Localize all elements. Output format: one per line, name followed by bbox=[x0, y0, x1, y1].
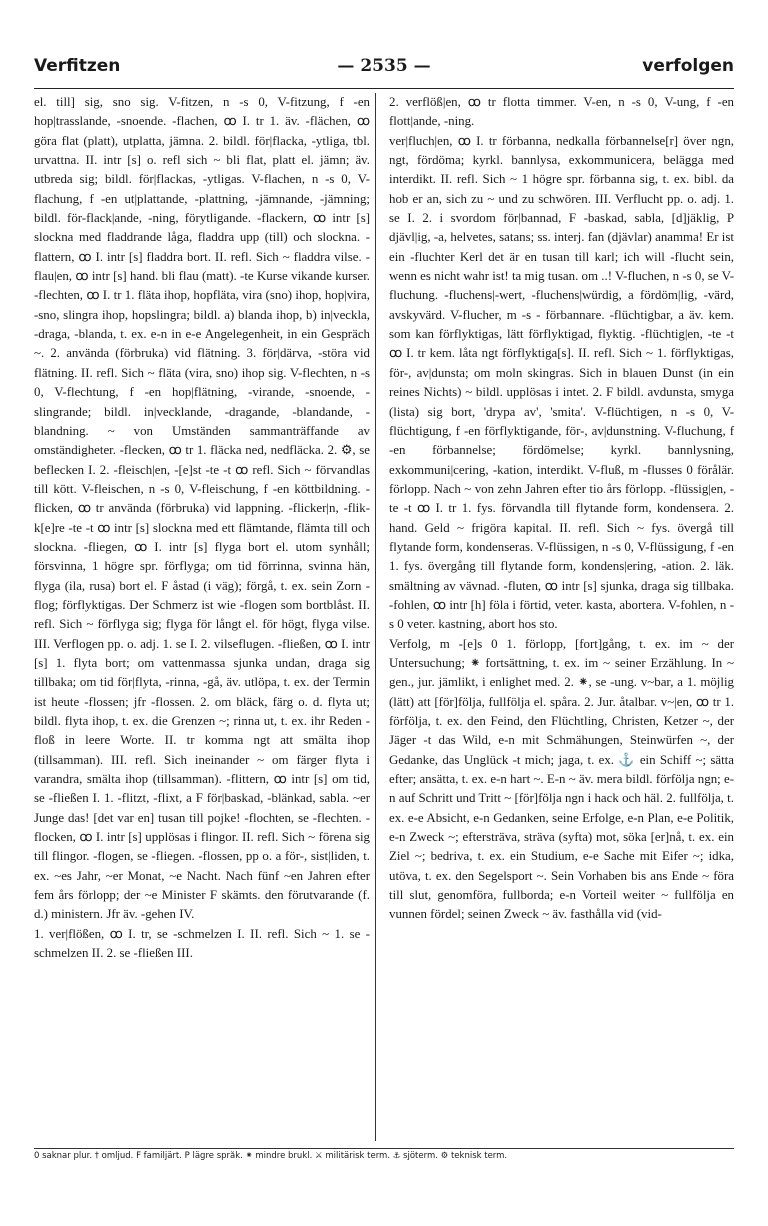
entry-block: el. till] sig, sno sig. V-fitzen, n -s 0, V-fitzung, f -en hop|trasslande, -snoende. -flachen, ꝏ I. tr 1. äv. -flächen, ꝏ göra flat (platt), utplatta, jämna. 2. bildl. för|flacka, -ytliga, tbl. urvattna. II. intr [s] o. refl sich ~ bli flat, platt el. jämn; äv. utbreda sig; bildl. för|flackas, -ytligas. V-flachen, n -s 0, V-flachung, f -en ut|plattande, -plattning, -jämnande, -jämning; bildl. för-flack|ande, -ning, förytligande. -flackern, ꝏ intr [s] slockna med fladdrande låga, fladdra upp (till) och slockna. -flattern, ꝏ I. intr [s] fladdra bort. II. refl. Sich ~ fladdra vilse. -flau|en, ꝏ intr [s] hand. bli flau (matt). -te Kurse vikande kurser. -flechten, ꝏ I. tr 1. fläta ihop, hopfläta, vira (sno) ihop, hop|vira, -sno, slingra ihop, hopslingra; bildl. a) blanda ihop, b) in|veckla, -draga, -blanda, t. ex. e-n in e-e Angelegenheit, in ein Gespräch ~. 2. använda (förbruka) vid flätning. 3. för|därva, -störa vid flätning. II. refl. Sich ~ fläta (vira, sno) ihop sig. V-flechten, n -s 0, V-flechtung, f -en hop|flätning, -virande, -snoende, -slingrande; bildl. in|vecklande, -dragande, -blandande, -blandning. ~ von Umständen sammanträffande av omständigheter. -flecken, ꝏ tr 1. fläcka ned, nedfläcka. 2. ⚙, se beflecken I. 2. -fleisch|en, -[e]st -te -t ꝏ refl. Sich ~ förvandlas till kött. V-fleischen, n -s 0, V-fleischung, f -en köttbildning. -flicken, ꝏ tr använda (förbruka) vid lappning. -flicker|n, -flik-k[e]re -te -t ꝏ intr [s] slockna med ett flämtande, flämta till och slockna. -fliegen, ꝏ I. intr [s] flyga bort el. utom synhåll; försvinna, 1 högre spr. förflyga; om tid förrinna, svinna hän, flyga (ila, rusa) bort el. F åstad (i väg); förgå, t. ex. sein Zorn -flog; förflyktigas. Der Schmerz ist wie -flogen som bortblåst. II. refl. Sich ~ förflyga sig; flyga för långt el. för högt, flyga vilse. III. Verflogen pp. o. adj. 1. se I. 2. vilseflugen. -fließen, ꝏ I. intr [s] 1. flyta bort; om vattenmassa sjunka undan, draga sig tillbaka; om tid för|flyta, -rinna, -gå, äv. utlöpa, t. ex. der Termin ist heute -flossen; jfr -flossen. 2. om bläck, färg o. d. flyta ut; bildl. flyta ihop, t. ex. die Grenzen ~; rinna ut, t. ex. ihr Reden -floß in leere Worte. II. tr komma ngt att smälta ihop (tillsamman). III. refl. Sich ineinander ~ om färger flyta i varandra, smälta ihop (tillsamman). -flittern, ꝏ intr [s] om tid, se -fließen I. 1. -flitzt, -flixt, a F för|baskad, -blänkad, sabla. ~er Junge das! [det var en] tusan till pojke! -flochten, se -flechten. -flocken, ꝏ I. intr [s] upplösas i flingor. II. refl. Sich ~ förena sig till flingor. -flogen, se -fliegen. -flossen, pp o. a för-, sist|liden, t. ex. ~es Jahr, ~er Monat, ~e Nacht. Nach fünf ~en Jahren efter fem års förlopp; der ~e Minister F skämts. den förutvarande (f. d.) ministern. Jfr äv. -gehen IV. bbox=[34, 95, 370, 922]
footer-rule bbox=[34, 1148, 734, 1149]
entry-block: Verfolg, m -[e]s 0 1. förlopp, [fort]gång, t. ex. im ~ der Untersuchung; ⁕ fortsättning, t. ex. im ~ seiner Erzählung. In ~ gen., jur. jämlikt, i enlighet med. 2. ⁕, se -ung. v~bar, a 1. möjlig (lätt) att [för]följa, fullfölja el. spåra. 2. Jur. åtalbar. v~|en, ꝏ tr 1. förfölja, t. ex. den Feind, den Flüchtling, Christen, Ketzer ~, der Jäger -t das Wild, e-n mit Schmähungen, Steinwürfen ~, der Gedanke, das Unglück -t mich; jaga, t. ex. ⚓ ein Schiff ~; sätta efter; ansätta, t. ex. e-n hart ~. E-n ~ äv. mera bildl. förfölja ngn; e-n auf Schritt und Tritt ~ [för]följa ngn i hack och häl. 2. fullfölja, t. ex. e-e Absicht, e-n Gedanken, seine Erfolge, e-n Plan, e-e Politik, e-n Zweck ~; eftersträva, sträva (syfta) mot, söka [er]nå, t. ex. ein Ziel ~; bedriva, t. ex. ein Studium, e-e Sache mit Eifer ~; idka, utöva, t. ex. den Segelsport ~. Sein Vorhaben bis ans Ende ~ föra till slut, genomföra, fullborda; e-n Vorteil weiter ~ fullfölja en vunnen fördel; seinen Zweck ~ äv. fasthålla vid (vid- bbox=[389, 636, 734, 922]
column-divider bbox=[375, 93, 376, 1141]
abbreviation-legend: 0 saknar plur. † omljud. F familjärt. P lägre språk. ⁕ mindre brukl. ⚔ militärisk term. ⚓ sjöterm. ⚙ teknisk term. bbox=[34, 1151, 508, 1161]
running-headword-first: Verfitzen bbox=[34, 56, 121, 76]
header-rule bbox=[34, 88, 734, 89]
entry-block: 2. verflöß|en, ꝏ tr flotta timmer. V-en, n -s 0, V-ung, f -en flott|ande, -ning. bbox=[389, 95, 734, 129]
entry-block: 1. ver|flößen, ꝏ I. tr, se -schmelzen I. II. refl. Sich ~ 1. se -schmelzen II. 2. se -fließen III. bbox=[34, 926, 370, 961]
right-column bbox=[389, 93, 734, 1141]
left-column bbox=[34, 93, 370, 1141]
page-number: — 2535 — bbox=[337, 56, 431, 76]
page-header bbox=[34, 52, 734, 86]
entry-block: ver|fluch|en, ꝏ I. tr förbanna, nedkalla förbannelse[r] över ngn, ngt, fördöma; kyrkl. bannlysa, exkommunicera, belägga med interdikt. II. refl. Sich ~ 1 högre spr. förbanna sig, t. ex. bibl. da hob er an, sich zu ~ und zu schwören. III. Verflucht pp. o. adj. 1. se I. 2. i svordom för|bannad, F -baskad, sabla, [d]jäklig, P djävl|ig, -a, helvetes, satans; ss. interj. fan (djävlar) anamma! Er ist ein -fluchter Kerl det är en tusan till karl; ich will -flucht sein, wenn es nicht wahr ist! ta mig tusan. om ..! V-fluchen, n -s 0, se V-fluchung. -fluchens|-wert, -fluchens|würdig, a fördöm|lig, -värd, avskyvärd. V-flucher, m -s - förbannare. -flüchtigbar, a äv. kem. som kan förflyktigas, lätt förflyktigad, flyktig. -flüchtig|en, -te -t ꝏ I. tr kem. låta ngt förflyktiga[s]. II. refl. Sich ~ 1. förflyktigas, för-, av|dunsta; om moln skingras. Sich in blauen Dunst (in ein reines Nichts) ~ bildl. upplösas i intet. 2. F bildl. avdunsta, smyga (lista) sig bort, 'drypa av', 'smita'. V-flüchtigen, n -s 0, V-flüchtigung, f -en förflyktigande, för-, av|dunstning. V-fluchung, f -en förbannelse; fördömelse; kyrkl. bannlysning, exkommuni|cering, -kation, interdikt. V-fluß, m -flusses 0 förålär. förlopp. Nach ~ von zehn Jahren efter tio års förlopp. -flüssig|en, -te -t ꝏ I. tr 1. fys. förvandla till flytande form, kondensera. 2. hand. Geld ~ frigöra kapital. II. refl. Sich ~ fys. övergå till flytande form, kondenseras. V-flüssigen, n -s 0, V-flüssigung, f -en 1. fys. övergång till flytande form, kondens|ering, -ation. 2. läk. smältning av vävnad. -fluten, ꝏ intr [s] sjunka, draga sig tillbaka. -fohlen, ꝏ intr [h] föla i förtid, veter. kasta, abortera. V-fohlen, n -s 0 veter. kastning, abort hos sto. bbox=[389, 133, 734, 632]
running-headword-last: verfolgen bbox=[642, 56, 734, 76]
